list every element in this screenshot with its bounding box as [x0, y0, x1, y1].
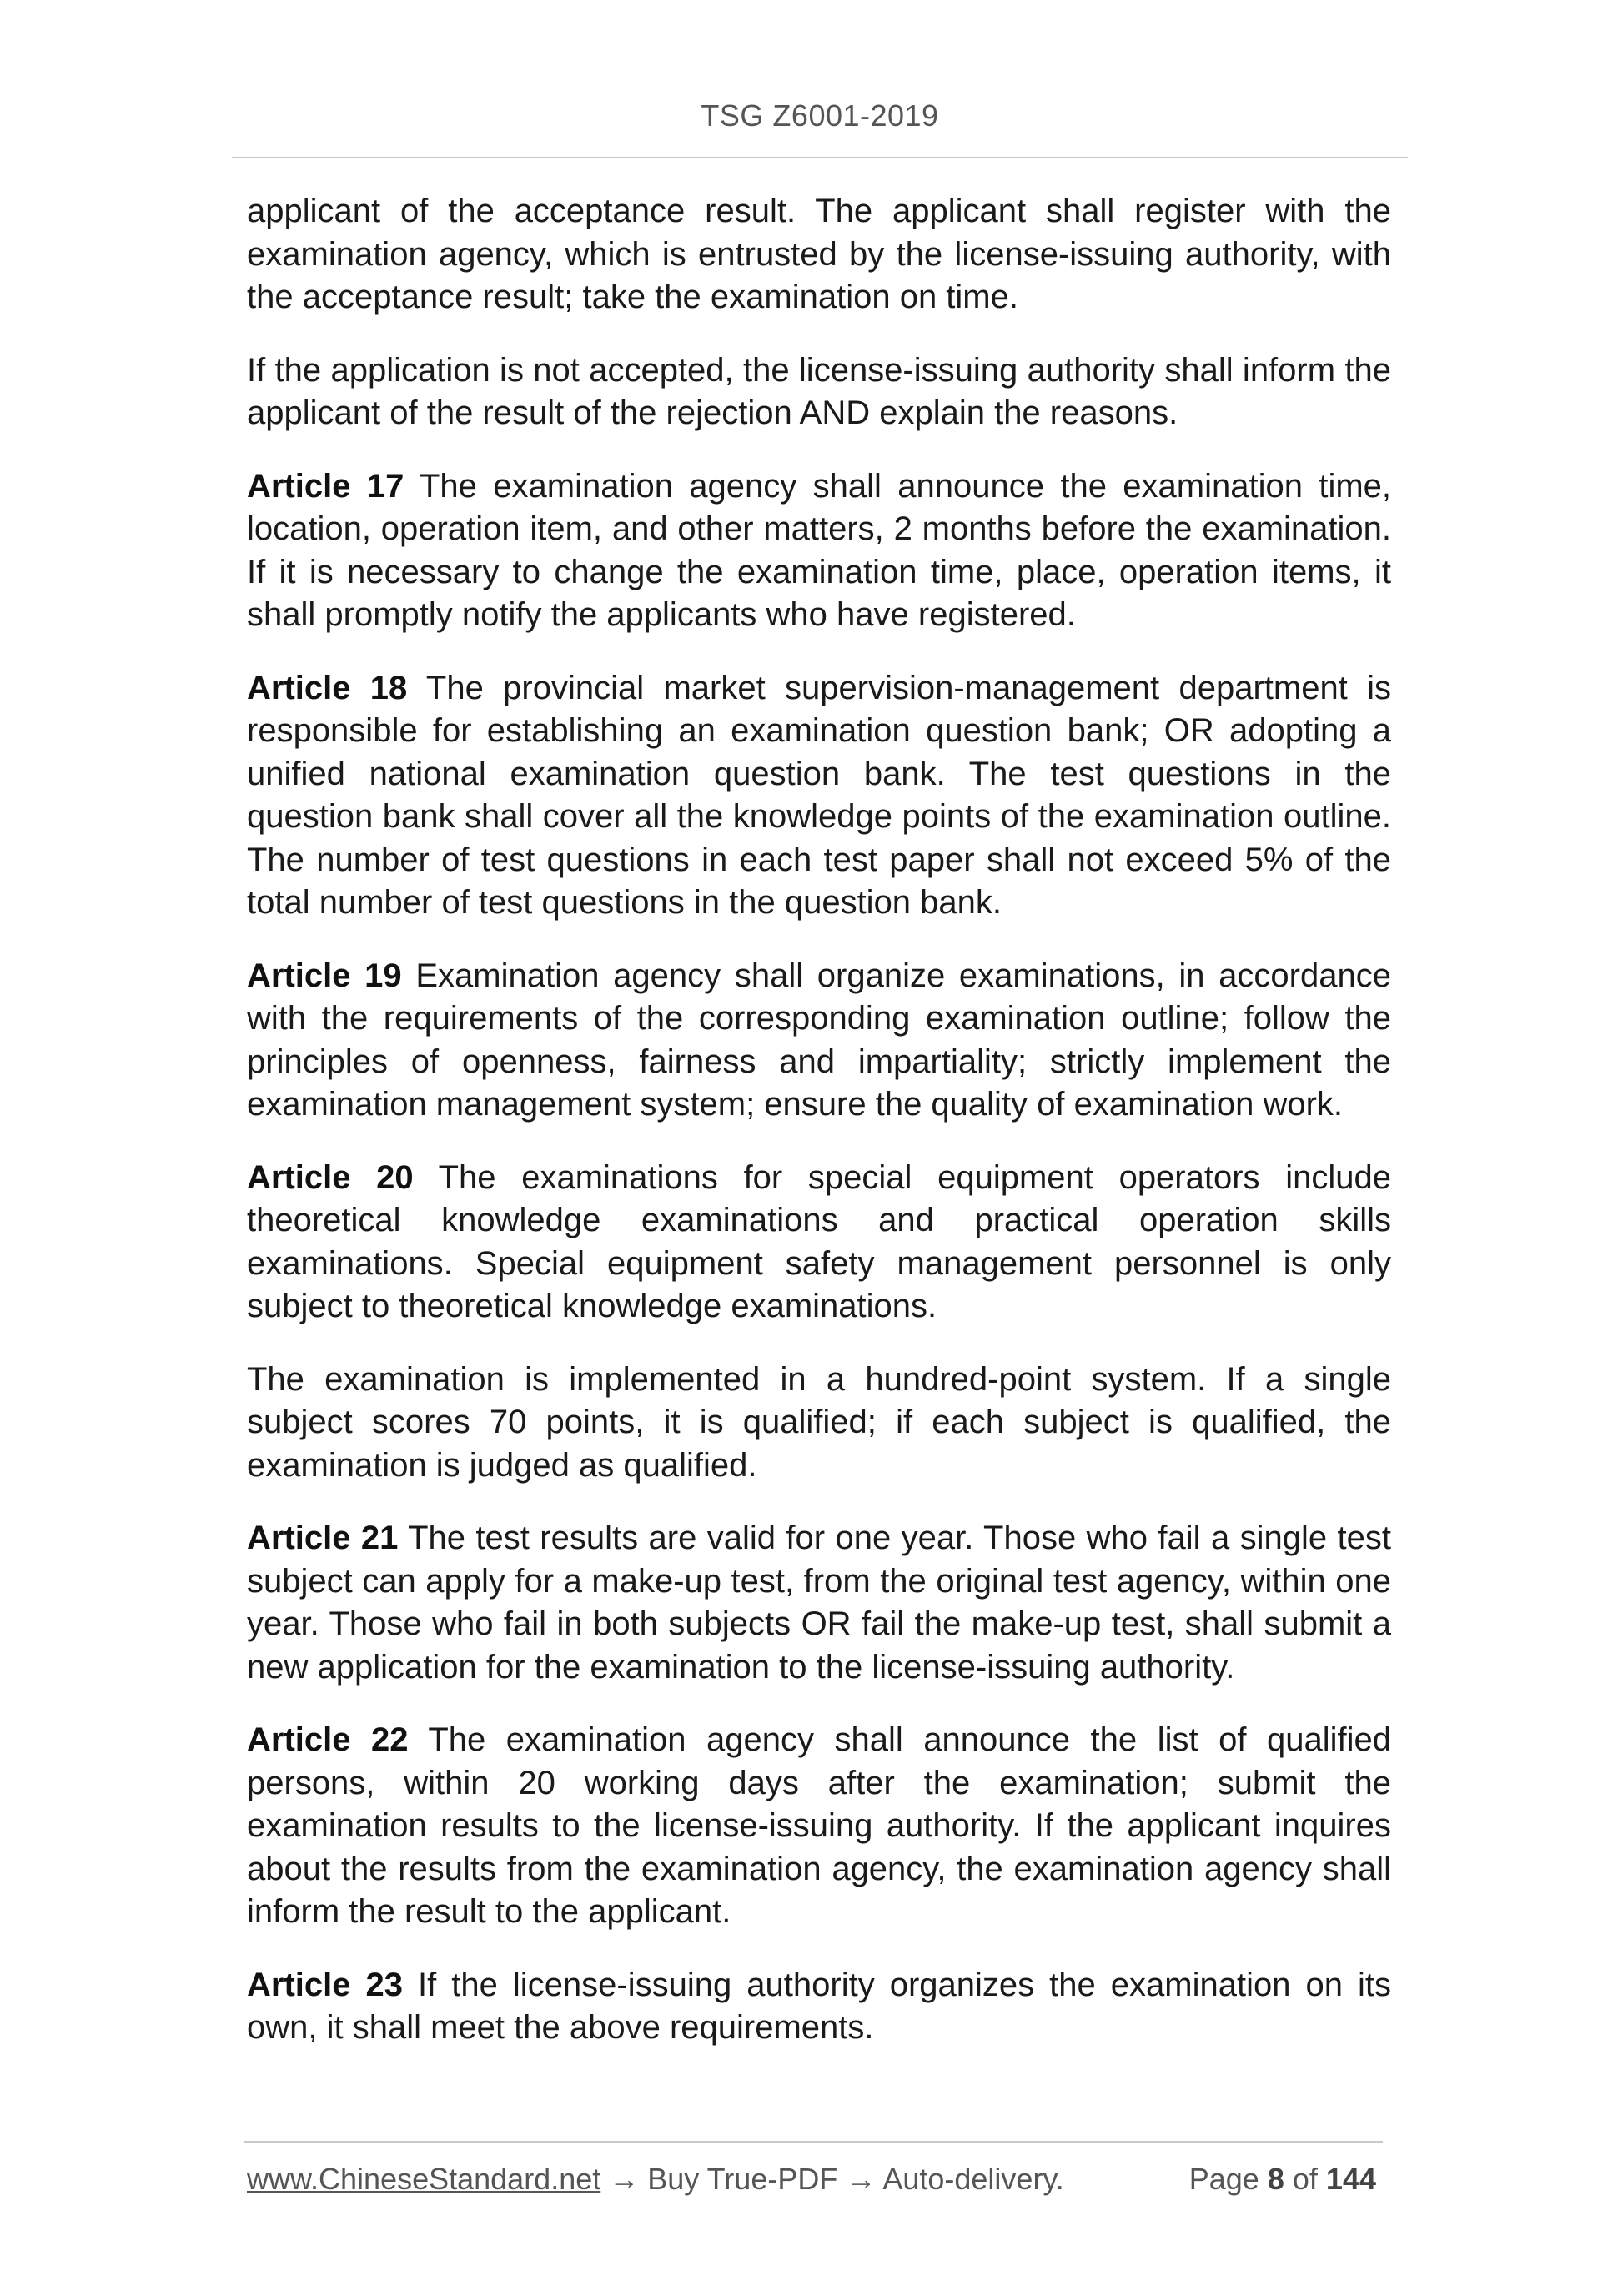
article-18: [247, 667, 1391, 925]
article-label: Article 20: [247, 1158, 414, 1196]
page-footer: [247, 2162, 1383, 2203]
page-counter: [1189, 2162, 1376, 2197]
footer-promo: [247, 2162, 1064, 2197]
article-20: [247, 1157, 1391, 1329]
paragraph-text: applicant of the acceptance result. The applicant shall register with the examination agency, which is entrusted by the license-issuing authority, with the acceptance result; take the examination on time.: [247, 193, 1391, 315]
website-link[interactable]: www.ChineseStandard.net: [247, 2162, 601, 2196]
paragraph-text: Examination agency shall organize examinations, in accordance with the requirements of the corresponding examination outline; follow the principles of openness, fairness and impartiality; strictly implement the examination management system; ensure the quality of examination work.: [247, 957, 1391, 1123]
paragraph: [247, 349, 1391, 435]
article-label: Article 22: [247, 1721, 409, 1758]
article-label: Article 21: [247, 1520, 399, 1556]
article-label: Article 23: [247, 1966, 404, 2003]
document-header-id: TSG Z6001-2019: [701, 98, 939, 133]
paragraph: [247, 1359, 1391, 1488]
paragraph-text: If the application is not accepted, the license-issuing authority shall inform the applicant of the result of the rejection AND explain the reasons.: [247, 351, 1391, 431]
current-page-number: 8: [1267, 2162, 1284, 2196]
paragraph-text: The examination agency shall announce the examination time, location, operation item, and other matters, 2 months before the examination. If it is necessary to change the examination time, place, operation items, it shall promptly notify the applicants who have registered.: [247, 467, 1392, 633]
paragraph-text: The examinations for special equipment operators include theoretical knowledge examinations and practical operation skills examinations. Special equipment safety management personnel is only subject to theoretical knowledge examinations.: [247, 1158, 1391, 1324]
article-label: Article 18: [247, 669, 408, 706]
page-word: Page: [1188, 2162, 1259, 2196]
footer-divider: [244, 2141, 1383, 2143]
paragraph-text: If the license-issuing authority organizes the examination on its own, it shall meet the above requirements.: [247, 1966, 1392, 2046]
paragraph-text: The test results are valid for one year. Those who fail a single test subject can apply for a make-up test, from the original test agency, within one year. Those who fail in both subjects OR fail the make-up test, shall submit a new application for the examination to the license-issuing authority.: [247, 1520, 1392, 1686]
article-label: Article 17: [247, 467, 404, 505]
article-19: [247, 955, 1391, 1127]
article-label: Article 19: [247, 957, 402, 994]
footer-tagline: → Buy True-PDF → Auto-delivery.: [609, 2162, 1064, 2196]
article-17: [247, 465, 1391, 637]
paragraph-text: The provincial market supervision-management department is responsible for establishing an examination question bank; OR adopting a unified national examination question bank. The test questions in the question bank shall cover all the knowledge points of the examination outline. The number of test questions in each test paper shall not exceed 5% of the total number of test questions in the question bank.: [247, 669, 1392, 921]
paragraph: [247, 190, 1391, 319]
page-body: [247, 190, 1391, 2080]
total-pages: 144: [1325, 2162, 1376, 2196]
of-word: of: [1292, 2162, 1318, 2196]
article-21: [247, 1517, 1391, 1689]
article-22: [247, 1719, 1391, 1934]
header-divider: [232, 157, 1408, 158]
paragraph-text: The examination agency shall announce the list of qualified persons, within 20 working days after the examination; submit the examination results to the license-issuing authority. If the applicant inquires about the results from the examination agency, the examination agency shall inform the result to the applicant.: [247, 1721, 1391, 1930]
article-23: [247, 1964, 1391, 2050]
paragraph-text: The examination is implemented in a hundred-point system. If a single subject scores 70 points, it is qualified; if each subject is qualified, the examination is judged as qualified.: [247, 1360, 1391, 1484]
